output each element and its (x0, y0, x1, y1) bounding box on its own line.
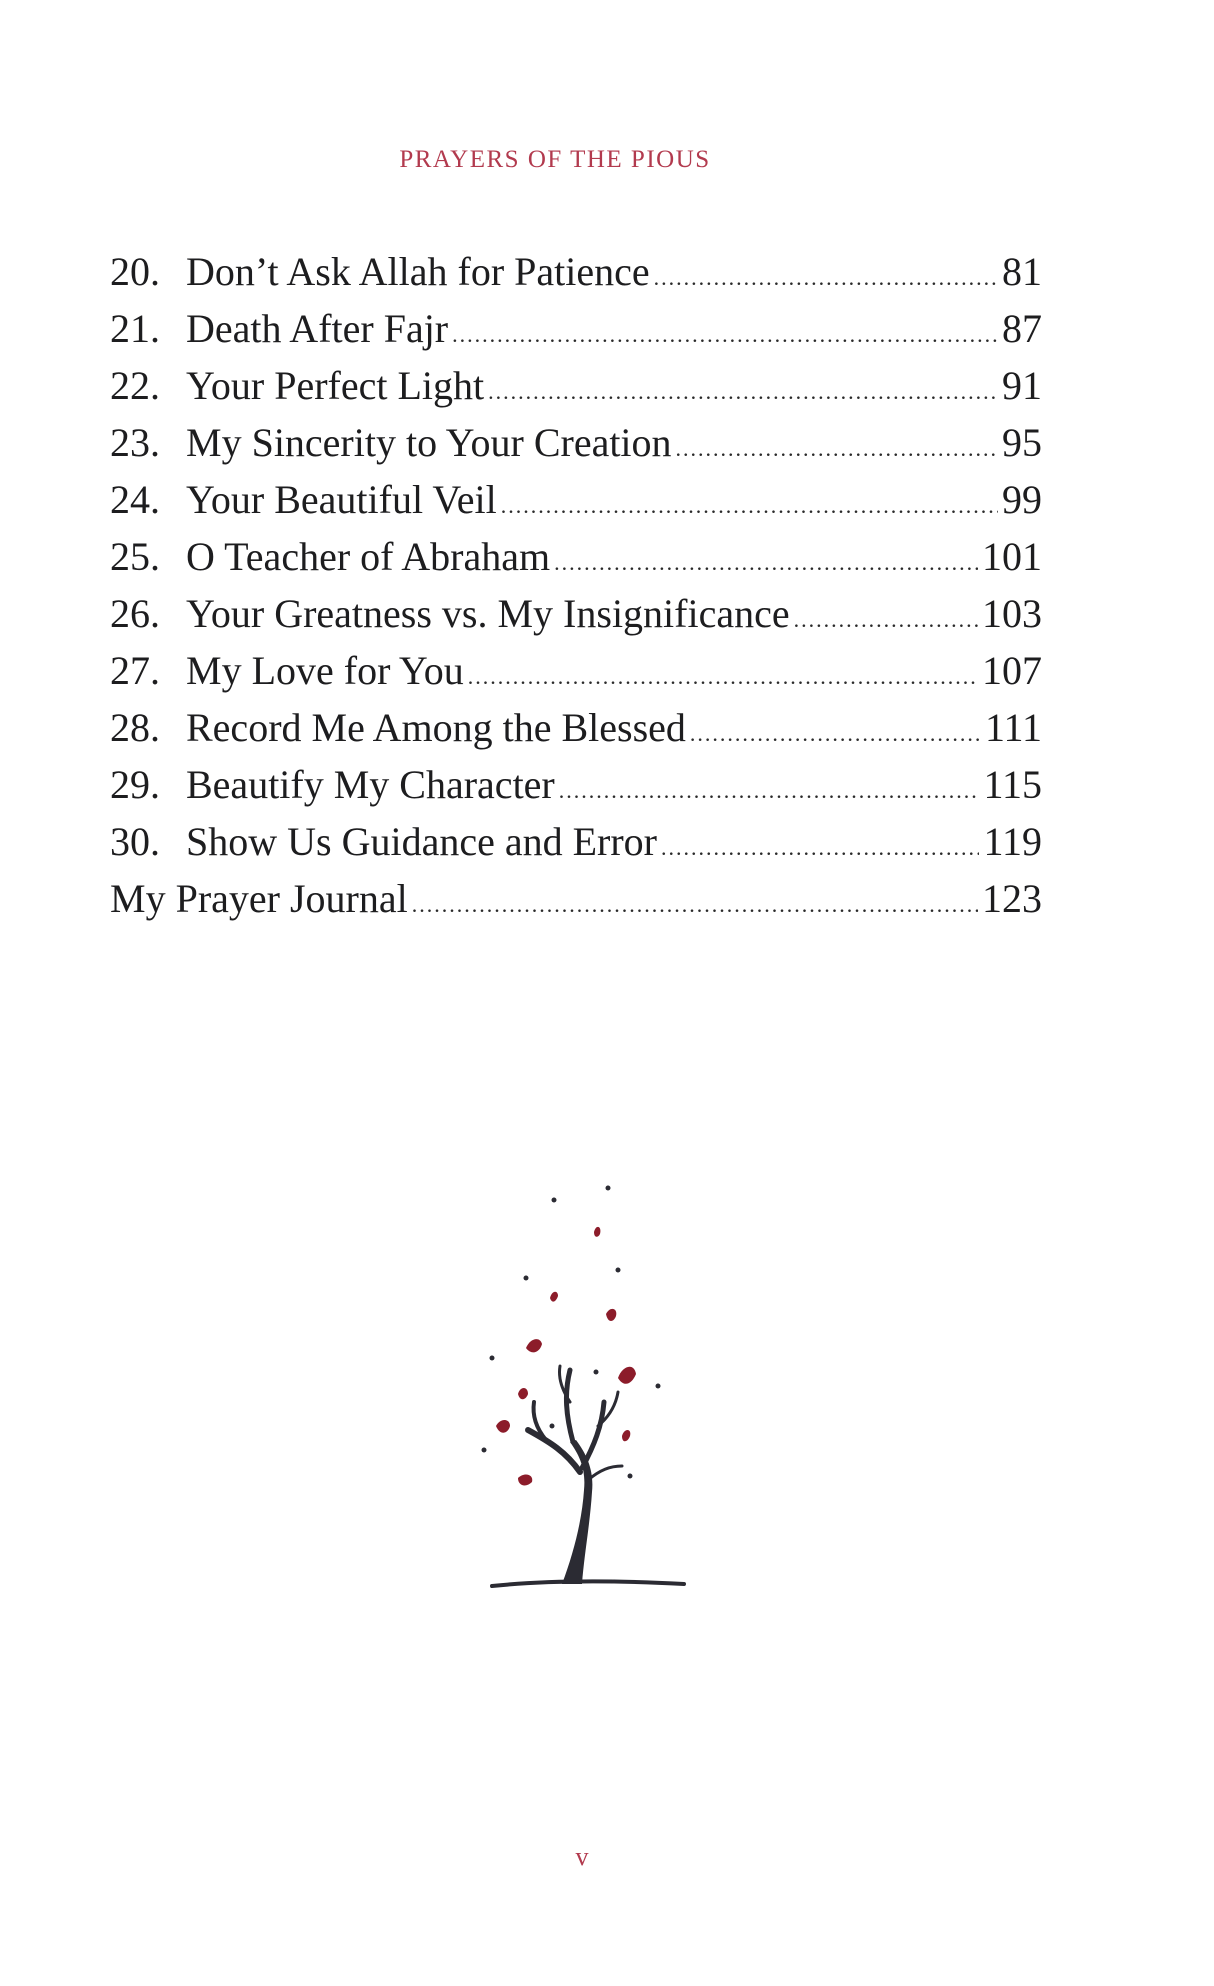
toc-entry-title: Your Greatness vs. My Insignificance (186, 591, 790, 636)
toc-entry-page: 111 (984, 705, 1042, 750)
toc-entry-20[interactable] (110, 243, 1042, 300)
dot-leader (468, 648, 978, 705)
toc-entry-number: 30. (110, 819, 160, 864)
toc-entry-title: O Teacher of Abraham (186, 534, 551, 579)
tree-branches (528, 1366, 622, 1480)
table-of-contents (110, 243, 1042, 927)
toc-entry-title: Don’t Ask Allah for Patience (186, 249, 650, 294)
toc-entry-number: 28. (110, 705, 160, 750)
toc-entry-title: Beautify My Character (186, 762, 555, 807)
toc-entry-number: 29. (110, 762, 160, 807)
dot-leader (501, 477, 998, 534)
toc-entry-title: My Sincerity to Your Creation (186, 420, 672, 465)
toc-entry-page: 91 (1002, 363, 1042, 408)
toc-entry-page: 81 (1002, 249, 1042, 294)
toc-entry-page: 107 (982, 648, 1042, 693)
toc-entry-26[interactable] (110, 585, 1042, 642)
dot-leader (488, 363, 998, 420)
toc-entry-page: 119 (983, 819, 1042, 864)
toc-entry-number: 23. (110, 420, 160, 465)
toc-entry-page: 115 (983, 762, 1042, 807)
falling-leaves (496, 1227, 636, 1486)
running-head: PRAYERS OF THE PIOUS (399, 146, 711, 173)
toc-entry-page: 95 (1002, 420, 1042, 465)
dot-leader (794, 591, 978, 648)
tree-with-falling-leaves-icon (470, 1180, 700, 1600)
dot-leader (554, 534, 978, 591)
toc-entry-page: 87 (1002, 306, 1042, 351)
toc-entry-title: Record Me Among the Blessed (186, 705, 686, 750)
dot-leader (690, 705, 981, 762)
toc-entry-page: 123 (982, 876, 1042, 921)
dot-leader (654, 249, 998, 306)
dot-leader (676, 420, 998, 477)
toc-entry-28[interactable] (110, 699, 1042, 756)
dot-leader (559, 762, 980, 819)
toc-entry-page: 103 (982, 591, 1042, 636)
toc-entry-number: 24. (110, 477, 160, 522)
toc-entry-number: 27. (110, 648, 160, 693)
toc-entry-23[interactable] (110, 414, 1042, 471)
toc-entry-title: My Prayer Journal (110, 876, 408, 921)
toc-entry-27[interactable] (110, 642, 1042, 699)
ground-line (492, 1581, 684, 1586)
dot-leader (661, 819, 979, 876)
dot-leader (412, 876, 978, 933)
toc-entry-number: 21. (110, 306, 160, 351)
toc-entry-number: 26. (110, 591, 160, 636)
toc-entry-25[interactable] (110, 528, 1042, 585)
toc-entry-page: 99 (1002, 477, 1042, 522)
toc-entry-number: 22. (110, 363, 160, 408)
toc-entry-24[interactable] (110, 471, 1042, 528)
toc-entry-30[interactable] (110, 813, 1042, 870)
toc-entry-number: 25. (110, 534, 160, 579)
dot-leader (452, 306, 998, 363)
toc-entry-title: Your Perfect Light (186, 363, 485, 408)
toc-entry-prayer-journal[interactable] (110, 870, 1042, 927)
toc-entry-29[interactable] (110, 756, 1042, 813)
toc-entry-title: Show Us Guidance and Error (186, 819, 657, 864)
toc-entry-title: My Love for You (186, 648, 464, 693)
toc-entry-22[interactable] (110, 357, 1042, 414)
toc-entry-21[interactable] (110, 300, 1042, 357)
toc-entry-page: 101 (982, 534, 1042, 579)
toc-entry-title: Death After Fajr (186, 306, 449, 351)
page-number: v (575, 1842, 589, 1871)
toc-entry-title: Your Beautiful Veil (186, 477, 497, 522)
toc-entry-number: 20. (110, 249, 160, 294)
